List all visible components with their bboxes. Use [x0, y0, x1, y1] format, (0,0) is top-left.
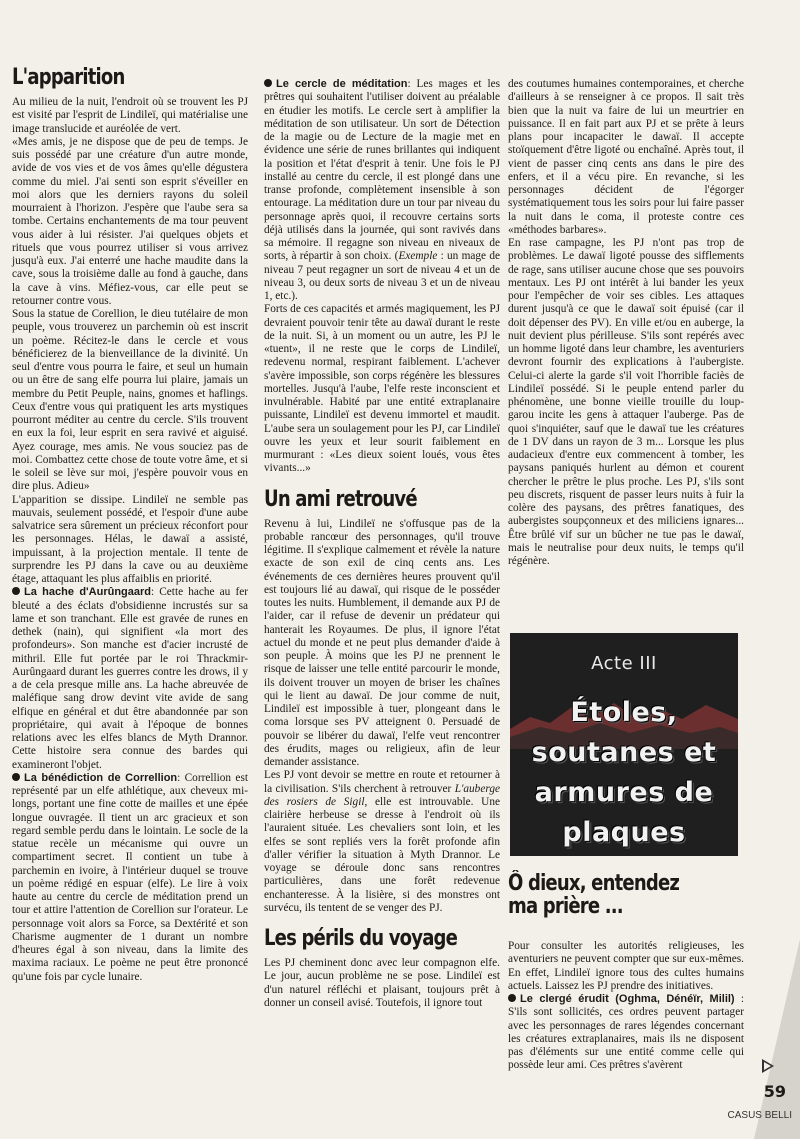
- inn-name: L'auberge des rosiers de Sigil: [264, 782, 500, 808]
- bullet-item: [264, 78, 500, 303]
- bullet-text: : S'ils sont sollicités, ces ordres peuvent partager avec les personnages de rares légendes concernant les créatures extraplanaires, mais ils ne disposent pas d'éléments sur une entité comme celle qui possède leur ami. Ces prêtres s'avèrent: [508, 993, 744, 1072]
- column-3-lower: [508, 940, 744, 1073]
- bullet-text: : Les mages et les prêtres qui souhaitent l'utiliser doivent au préalable en étudier les motifs. Le cercle sert à amplifier la méditation de son utilisateur. Un sort de Détection de la magie ou de Lecture de la magie met en évidence une série de runes brillantes qui indiquent la position et l'état d'esprit à tenir. Une fois le PJ installé au centre du cercle, il est plongé dans une transe profonde, complètement insensible à son entourage. La méditation dure un tour par niveau du personnage après quoi, il recouvre certains sorts déjà utilisés dans la journée, qui sont ravivés dans sa mémoire. Il regagne son niveau en niveaux de sorts, à répartir à son choix. (: [264, 78, 501, 263]
- arrow-right-icon: [762, 1059, 774, 1073]
- heading-apparition: L'apparition: [12, 65, 125, 90]
- act-title-box: [510, 633, 738, 856]
- bullet-icon: [264, 79, 272, 87]
- page-corner-shading: [754, 939, 800, 1139]
- paragraph: des coutumes humaines contemporaines, et cherche d'ailleurs à se renseigner à ce propos. Il sait très bien que la nuit va faire de lui un meurtrier en puissance. Il en fait part aux PJ et se prête à leurs plans pour incapaciter le dawaï. Il accepte stoïquement d'être ligoté ou enchaîné. Après tout, il vient de passer cinq cents ans dans le pire des enfers, et il a vécu pire. En revanche, si les personnages décident de l'égorger systématiquement tous les soirs pour lui faire passer la nuit dans le coma, il proteste contre ces «méthodes barbares».: [508, 78, 744, 236]
- heading-ami-retrouve: Un ami retrouvé: [264, 486, 417, 512]
- bullet-text: : Correllion est représenté par un elfe athlétique, aux cheveux mi-longs, portant une fine cotte de mailles et une épée longue ouvragée. Il tient un arc gracieux et son regard semble perdu dans le lointain. Le socle de la statue recèle un mécanisme qui ouvre un compartiment secret. Il contient un tube à parchemin en ivoire, à l'intérieur duquel se trouve un poème rédigé en espuar (elfe). Le lire à voix haute au centre du cercle de méditation prend un tour et attire l'attention de Corellion sur l'orateur. Le personnage voit alors sa Force, sa Dextérité et son Charisme augmenter de 1 durant un nombre d'heures égal à son niveau, dans la limite des maxima raciaux. Le poème ne peut être prononcé qu'une fois par cycle lunaire.: [12, 771, 248, 983]
- bullet-item: [12, 586, 248, 772]
- heading-o-dieux: Ô dieux, entendez ma prière ...: [508, 871, 680, 919]
- bullet-icon: [12, 587, 20, 595]
- page-number: 59: [763, 1082, 786, 1101]
- column-3: [508, 78, 744, 568]
- paragraph: Les PJ cheminent donc avec leur compagnon elfe. Le jour, aucun problème ne se pose. Lindileï est d'un naturel réfléchi et plaisant, toujours prêt à donner un conseil avisé. Toutefois, il ignore tout: [264, 957, 500, 1009]
- example-label: Exemple: [398, 250, 438, 263]
- heading-perils: Les périls du voyage: [264, 926, 458, 951]
- bullet-icon: [508, 994, 516, 1002]
- paragraph: Sous la statue de Corellion, le dieu tutélaire de mon peuple, vous trouverez un parchemin où est inscrit un poème. Récitez-le dans le cercle et vous bénéficierez de la bienveillance de la divinité. Un seul d'entre vous pourra le faire, et seul un humain ou un être de sang elfe pourra lui plaire, jamais un membre du Petit Peuple, nains, gnomes et haflings. Ceux d'entre vous qui pratiquent les arts mystiques pourront méditer au centre du cercle. S'ils trouvent en eux la foi, leur esprit en sera ravivé et aiguisé. Ayez courage, mes amis. Ne vous souciez pas de moi. Combattez cette chose de toute votre âme, et si le soleil se lève sur moi, j'espère pouvoir vous en dire plus. Adieu»: [12, 308, 248, 493]
- paragraph: Forts de ces capacités et armés magiquement, les PJ devraient pouvoir tenir tête au dawaï durant le reste de la nuit. Si, à un moment ou un autre, les PJ le «tuent», il ne reste que le corps de Lindileï, redevenu normal, respirant faiblement. L'achever s'avère impossible, son corps régénère les blessures mortelles. Jusqu'à l'aube, l'elfe reste inconscient et invulnérable. Habité par une entité extraplanaire puissante, Lindileï est devenu immortel et maudit. L'aube sera un soulagement pour les PJ, car Lindileï ouvre les yeux et leur sourit faiblement en murmurant : «Les dieux soient loués, vous êtes vivants...»: [264, 303, 500, 475]
- bullet-title: Le cercle de méditation: [276, 78, 408, 90]
- paragraph: Au milieu de la nuit, l'endroit où se trouvent les PJ est visité par l'esprit de Lindileï, qui matérialise une image translucide et auréolée de vert.: [12, 96, 248, 135]
- bullet-item: [12, 772, 248, 984]
- text-run: , elle est introuvable. Une clairière herbeuse se dresse à l'endroit où ils l'auraient située. Les chevaliers sont loin, et les elfes se sont repliés vers la forêt profonde afin d'aller vérifier la situation à Myth Drannor. Le voyage se déroule donc sans rencontres particulières, dans une forêt redevenue enchanteresse. À la lisière, si des monstres ont survécu, ils tentent de se venger des PJ.: [264, 795, 500, 914]
- paragraph: «Mes amis, je ne dispose que de peu de temps. Je suis possédé par une créature d'un autre monde, avide de vos vies et de vos âmes qu'elle dégustera comme du miel. J'ai senti son esprit s'éveiller en moi alors que les derniers rayons du soleil mourraient à l'horizon. J'espère que l'aube sera sa tombe. Certains enchantements de ma tour peuvent vous aider à lui résister. J'ai quelques objets et rituels que vous pourrez utiliser si vous arrivez jusqu'à eux. J'ai enterré une hache maudite dans la cave, sous la troisième dalle au fond à gauche, dans la cave à vins. Méfiez-vous, car elle peut se retourner contre vous.: [12, 135, 248, 307]
- bullet-title: La bénédiction de Correllion: [24, 771, 178, 784]
- magazine-name: CASUS BELLI: [727, 1110, 792, 1121]
- column-1: [12, 66, 248, 984]
- bullet-item: [508, 993, 744, 1073]
- act-title: Étoles, soutanes et armures de plaques: [531, 697, 717, 848]
- example-text: : un mage de niveau 7 peut regagner un sort de niveau 4 et un de niveau 3, ou deux sorts de niveau 3 et un de niveau 1, etc.).: [264, 250, 500, 302]
- paragraph: Revenu à lui, Lindileï ne s'offusque pas de la probable rancœur des personnages, qu'il trouve légitime. Il s'explique calmement et révèle la nature exacte de son exil de cinq cents ans. Les événements de ces dernières heures prouvent qu'il est toujours lié au dawaï, qui risque de le posséder toutes les nuits. Humblement, il demande aux PJ de l'aider, car il refuse de devenir un prédateur qui hanterait les Royaumes. De plus, il ignore l'état actuel du monde et ne peut plus demander d'aide à son peuple. À moins que les PJ ne prennent le risque de laisser une telle entité parcourir le monde, ils doivent trouver un moyen de briser les chaînes qui le lient au dawaï. De jour comme de nuit, Lindileï est impossible à tuer, plongeant dans le coma lorsque ses PV atteignent 0. Persuadé de pouvoir se libérer du dawaï, l'elfe veut rencontrer des érudits, mages ou religieux, afin de leur demander assistance.: [264, 517, 500, 768]
- bullet-title: Le clergé érudit (Oghma, Dénéïr, Milil): [520, 993, 735, 1005]
- bullet-icon: [12, 773, 20, 781]
- column-2: [264, 78, 500, 1010]
- bullet-title: La hache d'Aurûngaard: [24, 586, 151, 599]
- paragraph: [264, 769, 500, 915]
- act-label: Acte III: [591, 653, 657, 674]
- paragraph: Pour consulter les autorités religieuses, les aventuriers ne peuvent compter que sur eux-mêmes. En effet, Lindileï ignore tous des cultes humains actuels. Laissez les PJ prendre des initiatives.: [508, 940, 744, 992]
- paragraph: En rase campagne, les PJ n'ont pas trop de problèmes. Le dawaï ligoté pousse des sifflements de rage, sans utiliser aucune chose que ses pouvoirs mentaux. Les PJ ont intérêt à lui bander les yeux pour l'empêcher de voir ses cibles. Les attaques durent jusqu'à ce que le dawaï soit épuisé (car il doit dépenser des PV). En ville et/ou en auberge, la nuit devient plus périlleuse. S'ils sont repérés avec un homme ligoté dans leur chambre, les aventuriers devront fournir des explications à l'aubergiste. Celui-ci alerte la garde s'il voit l'horrible faciès de Lindileï possédé. Si le peuple entend parler du phénomène, une bonne vieille trouille du loup-garou incite les gens à attaquer l'auberge. Pas de quoi s'inquiéter, sauf que le dawaï tue les créatures de 1 DV dans un rayon de 3 m... Lorsque les plus audacieux d'entre eux commencent à tomber, les paysans paniqués hurlent au démon et courent chercher le prêtre le plus proche. Les PJ, s'ils sont peu discrets, risquent de passer leurs nuits à fuir la colère des paysans, des prêtres fanatiques, des aubergistes soupçonneux et des miliciens ignares... Être brûlé vif sur un bûcher ne tue pas le dawaï, mais le neutralise pour deux nuits, le temps qu'il régénère.: [508, 237, 744, 567]
- bullet-text: : Cette hache au fer bleuté a des éclats d'obsidienne incrustés sur sa lame et son tranchant. Elle est gravée de runes en dethek (nain), qui signifient «la mort des profondeurs». Son manche est d'acier incrusté de mithril. Elle fut portée par le roi Thrackmir-Aurûngaard durant les guerres contre les drows, il y a de cela presque mille ans. La hache abreuvée de maléfique sang drow devint vite avide de sang elfique en général et dut être abandonnée par son propriétaire, qui avait à l'époque de bonnes relations avec les elfes blancs de Myth Drannor. Cette histoire sera connue des bardes qui examineront l'objet.: [12, 586, 248, 771]
- text-run: Les PJ vont devoir se mettre en route et retourner à la civilisation. S'ils cherchent à retrouver: [264, 769, 500, 795]
- paragraph: L'apparition se dissipe. Lindileï ne semble pas mauvais, seulement possédé, et l'espoir d'une aube salvatrice sera sûrement un précieux réconfort pour les personnages. Hélas, le dawaï a assisté, impuissant, à la projection mentale. Il tente de surprendre les PJ dans la cave ou au deuxième étage, attaquant les plus affaiblis en priorité.: [12, 493, 248, 585]
